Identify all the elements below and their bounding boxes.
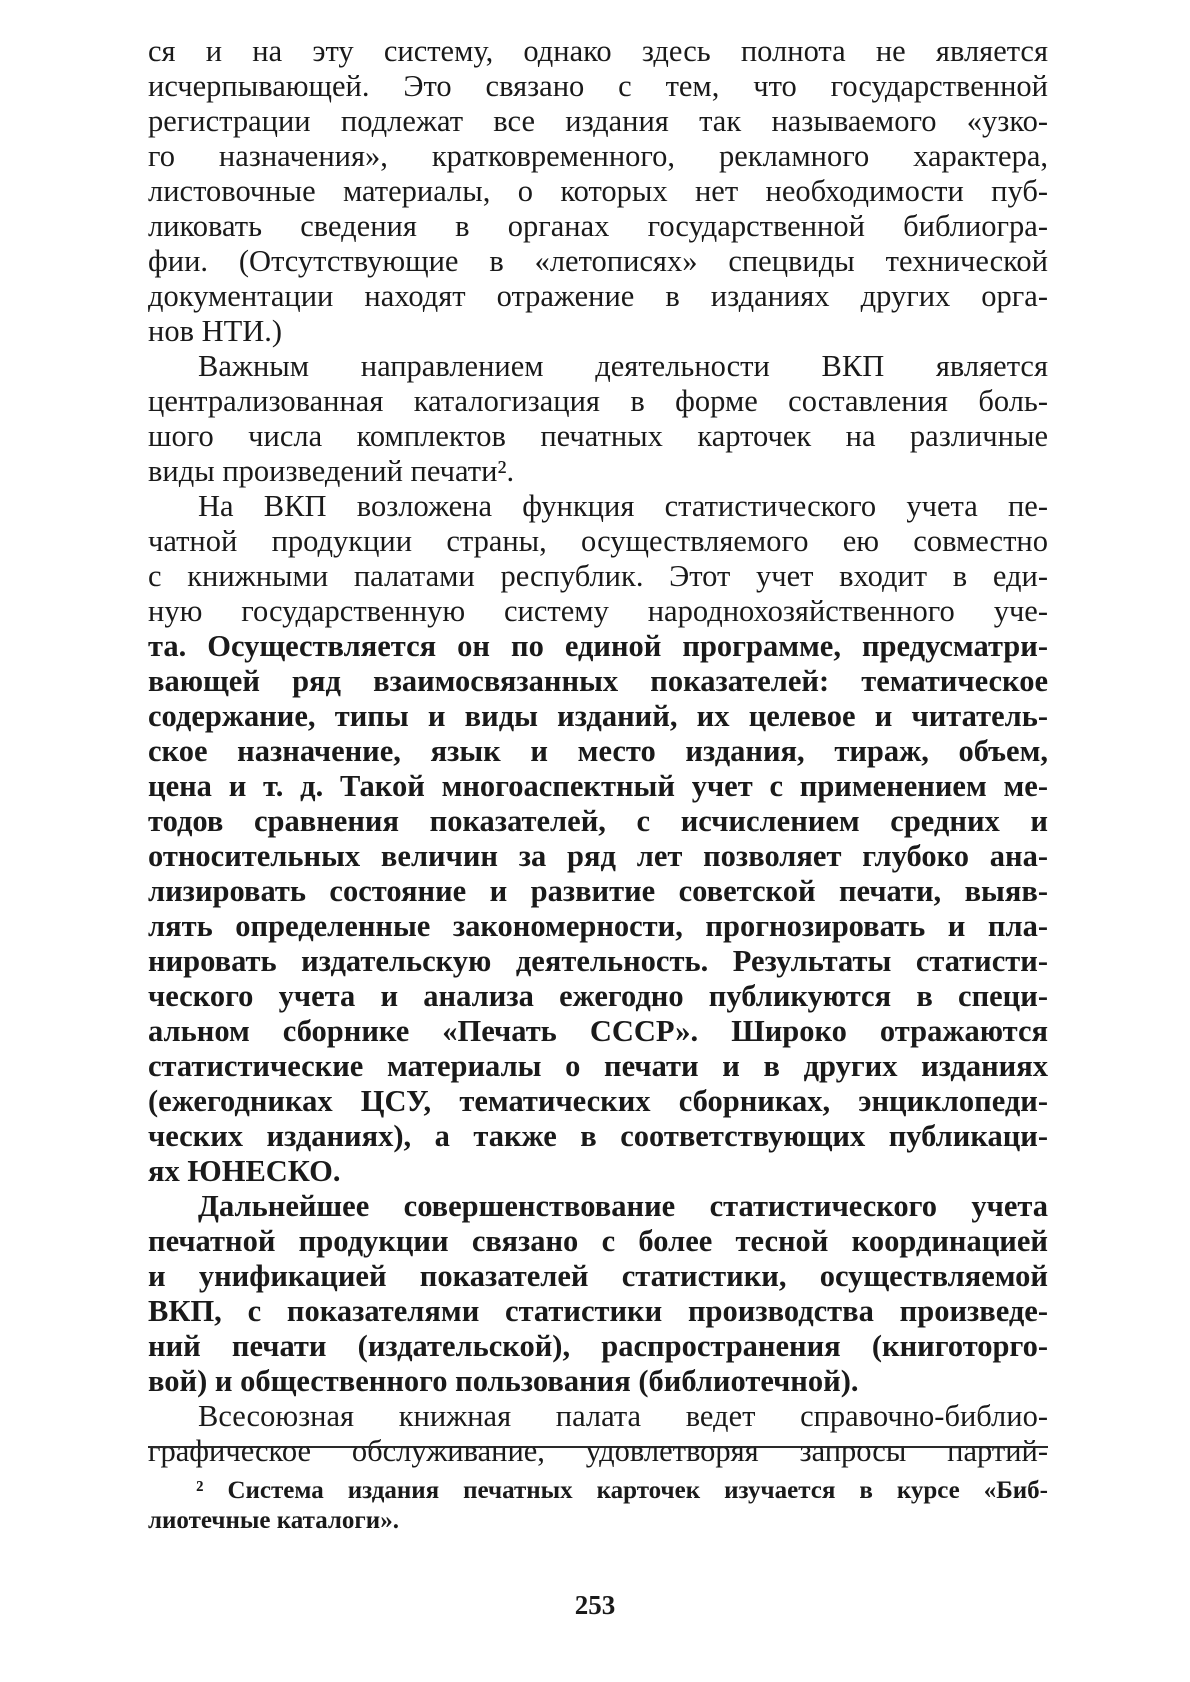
paragraph-start-line: Важным направлением деятельности ВКП является	[198, 349, 1048, 383]
footnote-line: ² Система издания печатных карточек изучается в курсе «Биб-	[196, 1477, 1048, 1504]
text-line: цена и т. д. Такой многоаспектный учет с применением ме-	[148, 769, 1048, 803]
text-line: и унификацией показателей статистики, осуществляемой	[148, 1259, 1048, 1293]
body-text	[148, 34, 1048, 1469]
text-line: статистические материалы о печати и в других изданиях	[148, 1049, 1048, 1083]
text-line: тодов сравнения показателей, с исчислением средних и	[148, 804, 1048, 838]
text-line: вающей ряд взаимосвязанных показателей: тематическое	[148, 664, 1048, 698]
text-line: ское назначение, язык и место издания, тираж, объем,	[148, 734, 1048, 768]
text-line: лизировать состояние и развитие советской печати, выяв-	[148, 874, 1048, 908]
text-line: та. Осуществляется он по единой программе, предусматри-	[148, 629, 1048, 663]
text-line: (ежегодниках ЦСУ, тематических сборниках, энциклопеди-	[148, 1084, 1048, 1118]
text-line: шого числа комплектов печатных карточек на различные	[148, 419, 1048, 453]
paragraph-start-line: На ВКП возложена функция статистического учета пе-	[198, 489, 1048, 523]
text-line: ся и на эту систему, однако здесь полнота не является	[148, 34, 1048, 68]
text-line: чатной продукции страны, осуществляемого ею совместно	[148, 524, 1048, 558]
text-line: ческого учета и анализа ежегодно публикуются в специ-	[148, 979, 1048, 1013]
text-line: ную государственную систему народнохозяйственного уче-	[148, 594, 1048, 628]
text-line: ний печати (издательской), распространения (книготорго-	[148, 1329, 1048, 1363]
text-line: го назначения», кратковременного, рекламного характера,	[148, 139, 1048, 173]
text-line: фии. (Отсутствующие в «летописях» спецвиды технической	[148, 244, 1048, 278]
text-line: централизованная каталогизация в форме составления боль-	[148, 384, 1048, 418]
text-line: с книжными палатами республик. Этот учет входит в еди-	[148, 559, 1048, 593]
text-line-last: ях ЮНЕСКО.	[148, 1154, 341, 1188]
footnote	[148, 1476, 1048, 1536]
text-line: исчерпывающей. Это связано с тем, что государственной	[148, 69, 1048, 103]
text-line: ВКП, с показателями статистики производства произведе-	[148, 1294, 1048, 1328]
page-number: 253	[574, 1590, 616, 1620]
text-line-last: вой) и общественного пользования (библиотечной).	[148, 1364, 859, 1398]
text-line: печатной продукции связано с более тесной координацией	[148, 1224, 1048, 1258]
paragraph-start-line: Дальнейшее совершенствование статистического учета	[198, 1189, 1048, 1223]
text-line: ческих изданиях), а также в соответствующих публикаци-	[148, 1119, 1048, 1153]
text-line: регистрации подлежат все издания так называемого «узко-	[148, 104, 1048, 138]
text-line: альном сборнике «Печать СССР». Широко отражаются	[148, 1014, 1048, 1048]
text-line: содержание, типы и виды изданий, их целевое и читатель-	[148, 699, 1048, 733]
text-line: документации находят отражение в изданиях других орга-	[148, 279, 1048, 313]
text-line: листовочные материалы, о которых нет необходимости пуб-	[148, 174, 1048, 208]
footnote-divider	[148, 1446, 1048, 1448]
text-line: ликовать сведения в органах государственной библиогра-	[148, 209, 1048, 243]
text-line: относительных величин за ряд лет позволяет глубоко ана-	[148, 839, 1048, 873]
text-line: графическое обслуживание, удовлетворяя запросы партий-	[148, 1434, 1048, 1468]
text-line-last: нов НТИ.)	[148, 314, 283, 348]
paragraph-start-line: Всесоюзная книжная палата ведет справочно-библио-	[198, 1399, 1048, 1433]
text-line-last: виды произведений печати².	[148, 454, 515, 488]
footnote-line: лиотечные каталоги».	[148, 1507, 399, 1534]
text-line: нировать издательскую деятельность. Результаты статисти-	[148, 944, 1048, 978]
text-line: лять определенные закономерности, прогнозировать и пла-	[148, 909, 1048, 943]
